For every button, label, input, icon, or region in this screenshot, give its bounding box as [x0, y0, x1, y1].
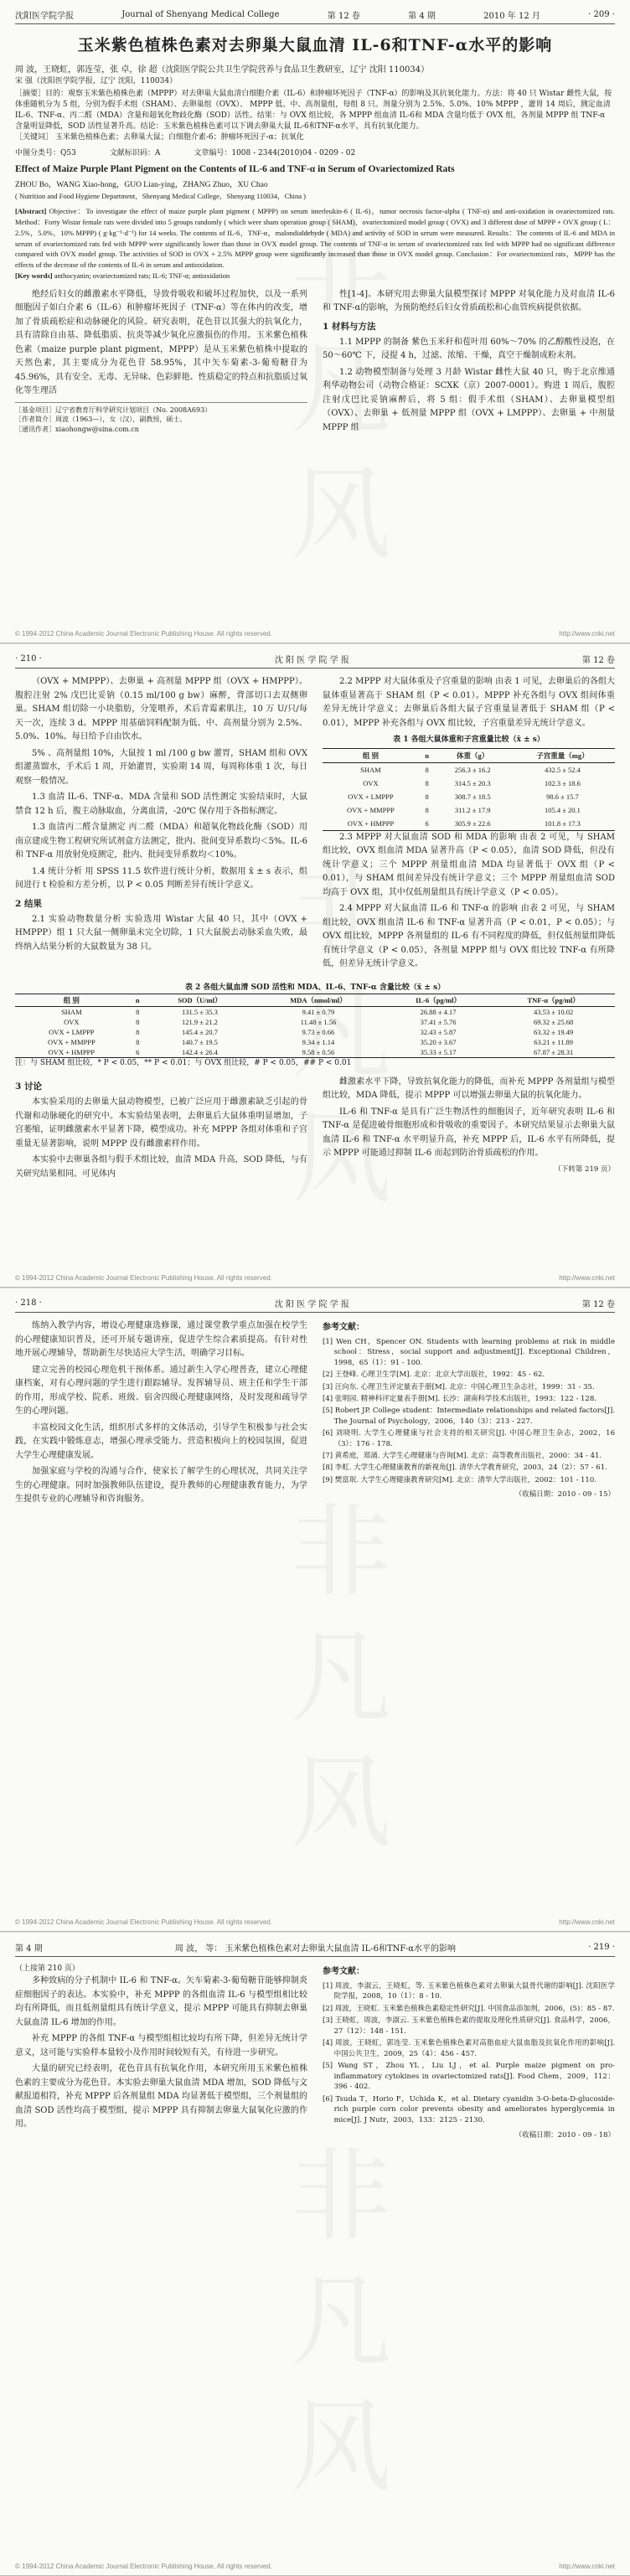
column-right — [323, 288, 615, 438]
table-cell: 102.3 ± 18.6 — [545, 778, 581, 787]
column-right — [323, 675, 615, 974]
clc-number: 中图分类号：Q53 — [15, 149, 76, 158]
table-header: 组 别 — [63, 995, 80, 1004]
reference-item: [3] 王晓虹，周波，李淑云. 玉米紫色植株色素的提取及理化性质研究[J]. 食品科学，2006，27（12）：148 - 151. — [323, 2016, 615, 2036]
running-head — [15, 8, 615, 24]
paragraph: 2.1 实验动物数量分析 实验选用 Wistar 大鼠 40 只，其中（OVX + HMPPP）组 1 只大鼠一侧卵巢未完全切除，1 只大鼠脱去动脉采血失败，最终纳入结果分析的大鼠数量为 38 只。 — [15, 914, 307, 952]
table-cell: OVX + LMPPP — [49, 1027, 95, 1036]
table-cell: 9.58 ± 0.56 — [302, 1047, 335, 1056]
paragraph: 2.2 MPPP 对大鼠体重及子宫重量的影响 由表 1 可见，去卵巢后的各组大鼠体重显著高于 SHAM 组（P < 0.01）。MPPP 补充各组与 OVX 组间体重差异无统计学意义；去卵巢后各组大鼠子宫重量显著低于 SHAM 组（P < 0.01），MPPP 补充各组与 OVX 组比较，子宫重量差异无统计学意义。 — [323, 677, 615, 728]
watermark — [260, 1498, 404, 1875]
paragraph: 1.3 血清 IL-6、TNF-α、MDA 含量和 SOD 活性测定 实验结束时，大鼠禁食 12 h 后，腹主动脉取血，分离血清，-20℃ 保存用于各指标测定。 — [15, 792, 307, 816]
table-cell: 314.5 ± 20.3 — [454, 778, 491, 787]
affiliation-en: ( Nutrition and Food Hygiene Department，Shenyang Medical College，Shenyang 110034，China ) — [15, 192, 306, 201]
page-3 — [0, 1288, 630, 1932]
table-header: 组 别 — [362, 751, 379, 760]
cnki-link[interactable]: http://www.cnki.net — [559, 1918, 615, 1926]
table-row — [323, 803, 615, 817]
reference-item: [5] Robert JP. College student：Intermediate relationships and related factors[J]. The Journal of Psychology，2006，140（3）：213 - 227. — [323, 1407, 615, 1426]
table-cell: 63.32 ± 19.49 — [534, 1027, 574, 1036]
table-1 — [323, 748, 615, 831]
column-left — [15, 1319, 307, 1510]
table-cell: OVX — [363, 778, 379, 787]
column-right — [323, 1319, 615, 1510]
table-row — [323, 817, 615, 831]
footnote-author: ［作者简介］周波（1963—），女（汉），副教授，硕士。 — [15, 416, 187, 424]
page-1 — [0, 0, 630, 643]
body-columns-top — [15, 675, 615, 974]
table-header: IL-6（pg/ml） — [416, 995, 461, 1004]
abstract-cn: ［摘要］目的：观察玉米紫色植株色素（MPPP）对去卵巢大鼠血清白细胞介素（IL-6）和肿瘤坏死因子（TNF-α）的影响及其抗氧化能力。方法：将 40 只 Wistar 雌性大鼠，按体重随机分为 5 组，分别为假手术组（SHAM）、去卵巢组（OVX）、 MPPP 低、中、高剂量组，每组 8 只。剂量分别为 2.5%、5.0%、10% MPPP ，灌胃 14 周后，测定血清 IL-6、TNF-α、丙二醛（MDA）含量和超氧化物歧化酶（SOD）活性。结果：与 OVX 组比较，各 MPPP 组血清 IL-6和 MDA 含量均低于 OVX 组，各剂量 MPPP 组 TNF-α 含量明显降低，SOD 活性显著升高。结论：玉米紫色植株色素可以下调去卵巢大鼠 IL-6和TNF-α水平，具有抗氧化能力。 — [15, 90, 612, 132]
table-2-note: 注：与 SHAM 组比较，* P < 0.05，** P < 0.01；与 OVX 组比较，# P < 0.05，## P < 0.01 — [15, 1058, 352, 1067]
body-columns — [15, 288, 615, 438]
paragraph: 2.4 MPPP 对大鼠血清 IL-6 和 TNF-α 的影响 由表 2 可见，与 SHAM 组比较，OVX 组血清 IL-6 和 TNF-α 显著升高（P < 0.01，P < 0.05）；与 OVX 组比较，MPPP 各剂量组的 IL-6 有不同程度的降低，但仅低剂量组降低有统计学意义（P < 0.05），各剂量 MPPP 组与 OVX 组比较 TNF-α 有所降低，但差异无统计学意义。 — [323, 904, 615, 969]
table-1-title: 表 1 各组大鼠体重和子宫重量比较（x̄ ± s） — [393, 736, 545, 744]
column-left — [15, 1076, 307, 1184]
reference-item: [6] 刘晓明. 大学生心理健康与社会支持的相关研究[J]. 中国心理卫生杂志，2002，16（3）：176 - 178. — [323, 1429, 615, 1448]
page-2 — [0, 644, 630, 1288]
cnki-link[interactable]: http://www.cnki.net — [559, 1274, 615, 1282]
table-cell: 8 — [425, 778, 429, 787]
table-cell: 63.21 ± 11.89 — [534, 1037, 574, 1046]
running-head — [15, 1297, 615, 1313]
article-id: 文章编号：1008 - 2344(2010)04 - 0209 - 02 — [194, 149, 356, 158]
reference-item: [4] 周波，王晓虹，郭连莹. 玉米紫色植株色素对高脂血症大鼠血脂及抗氧化作用的影响[J]. 中国公共卫生，2009，25（4）：456 - 457. — [323, 2038, 615, 2058]
journal-name-cn: 沈阳医学院学报 — [15, 12, 74, 21]
section-heading: 3 讨论 — [15, 1081, 42, 1092]
column-left — [15, 288, 307, 438]
table-cell: OVX + HMPPP — [48, 1047, 96, 1056]
table-2-block — [15, 981, 615, 1069]
table-cell: 11.48 ± 1.56 — [300, 1017, 337, 1026]
column-right — [323, 1964, 615, 2141]
page-number: · 219 · — [588, 1943, 615, 1952]
paragraph: 本实验采用的去卵巢大鼠动物模型，已被广泛应用于雌激素缺乏引起的骨代谢和动脉硬化的研究中。本实验结果表明，去卵巢后大鼠体重明显增加，子宫萎缩，证明雌激素水平显著下降，模型成功。补充 MPPP 各组对体重和子宫重量无显著影响，说明 MPPP 没有雌激素样作用。 — [15, 1097, 307, 1149]
classification-row — [15, 147, 615, 157]
keywords-en-text: anthocyanin; ovariectomized rats; IL-6; TNF-α; antioxidation — [54, 271, 230, 280]
reference-item: [5] Wang ST，Zhou YL，Liu LJ，et al. Purple maize pigment on pro-inflammatory cytokines in ovariectomized rats[J]. Food Chem，2009，112：396 - 402. — [323, 2061, 615, 2092]
table-cell: 140.7 ± 19.5 — [181, 1037, 218, 1046]
table-2-title: 表 2 各组大鼠血清 SOD 活性和 MDA、IL-6、TNF-α 含量比较（x̄ ± s） — [184, 983, 446, 992]
table-cell: 311.2 ± 17.9 — [454, 805, 491, 814]
table-cell: SHAM — [360, 765, 381, 774]
reference-item: [9] 樊富珉. 大学生心理健康教育研究[M]. 北京：清华大学出版社，2002：101 - 110. — [323, 1475, 596, 1484]
keywords-cn: ［关键词］ 玉米紫色植株色素；去卵巢大鼠；白细胞介素-6；肿瘤坏死因子-α；抗氧化 — [15, 133, 304, 142]
table-cell: 98.6 ± 15.7 — [546, 792, 579, 801]
table-cell: 37.41 ± 5.76 — [420, 1017, 457, 1026]
table-cell: 101.8 ± 17.3 — [545, 818, 581, 828]
journal-name-cn: 沈 阳 医 学 院 学 报 — [274, 656, 349, 665]
continued-from-note: （上接第 210 页） — [15, 1964, 80, 1973]
table-row — [15, 1037, 615, 1047]
table-cell: 8 — [136, 1007, 140, 1016]
authors: 周 波，王晓虹，郭连莹，张 卓，徐 超（沈阳医学院公共卫生学院营养与食品卫生教研室，辽宁 沈阳 110034） — [15, 65, 430, 75]
running-title: 周 波， 等： 玉米紫色植株色素对去卵巢大鼠血清 IL-6和TNF-α水平的影响 — [174, 1944, 456, 1954]
table-cell: SHAM — [61, 1007, 82, 1016]
issue: 第 4 期 — [408, 12, 436, 21]
table-header-row — [323, 748, 615, 762]
doc-code: 文献标识码：A — [109, 149, 161, 158]
table-header: TNF-α（pg/ml） — [527, 995, 580, 1004]
abstract-en — [15, 206, 615, 271]
table-cell: 35.20 ± 3.67 — [420, 1037, 457, 1046]
abstract-en-label: [Abstract] — [15, 207, 47, 216]
table-cell: 67.87 ± 28.31 — [534, 1047, 574, 1056]
column-left — [15, 675, 307, 974]
table-cell: OVX + LMPPP — [348, 792, 394, 801]
volume: 第 12 卷 — [327, 12, 360, 21]
table-cell: 6 — [425, 818, 429, 828]
copyright-text: © 1994-2012 China Academic Journal Electronic Publishing House. All rights reserved. — [15, 2563, 272, 2570]
running-head — [15, 653, 615, 669]
table-row — [15, 1027, 615, 1037]
reference-item: [8] 李虹. 大学生心理健康教育的新视角[J]. 清华大学教育研究，2003，24（2）：57 - 61. — [323, 1464, 607, 1473]
table-cell: 308.7 ± 18.5 — [454, 792, 491, 801]
table-row — [15, 1047, 615, 1058]
table-cell: 142.4 ± 26.4 — [181, 1047, 218, 1056]
reference-item: [6] Tsuda T，Horio F，Uchida K，et al. Dietary cyanidin 3-O-beta-D-glucoside-rich purple corn color prevents obesity and ameliorates hyperglycemia in mice[J]. J Nutr，2003，133：2125 - 2130. — [323, 2094, 615, 2124]
table-cell: 145.4 ± 20.7 — [181, 1027, 218, 1036]
references-list — [323, 1337, 615, 1486]
reference-item: [2] 周波，王晓虹. 玉米紫色植株色素稳定性研究[J]. 中国食品添加剂，2006，(5)：85 - 87. — [323, 2004, 615, 2013]
copyright-text: © 1994-2012 China Academic Journal Electronic Publishing House. All rights reserved. — [15, 630, 272, 638]
paragraph: 建立完善的校园心理危机干预体系。通过新生入学心理普查，建立心理健康档案，对有心理问题的学生进行跟踪辅导。发挥辅导员、班主任和学生干部的作用，形成学校、院系、班级、宿舍四级心理健康网络，及时发现和疏导学生的心理问题。 — [15, 1365, 307, 1416]
table-header: n — [425, 751, 429, 760]
article-title: 玉米紫色植株色素对去卵巢大鼠血清 IL-6和TNF-α水平的影响 — [77, 36, 553, 54]
paragraph: 补充 MPPP 的各组 TNF-α 与模型组相比较均有所下降，但差异无统计学意义，这可能与实验样本量较小及作用时间较短有关，有待进一步研究。 — [15, 2034, 307, 2057]
page-number: · 210 · — [15, 654, 42, 663]
table-row — [323, 790, 615, 803]
date: 2010 年 12 月 — [483, 12, 540, 21]
paragraph: 丰富校园文化生活，组织形式多样的文体活动，引导学生积极参与社会实践，在实践中锻炼意志，增强心理承受能力。营造积极向上的校园氛围，促进大学生心理健康发展。 — [15, 1422, 307, 1460]
table-row — [323, 777, 615, 790]
reference-item: [2] 王登峰. 心理卫生学[M]. 北京：北京大学出版社，1992：45 - 62. — [323, 1371, 545, 1380]
table-cell: 105.4 ± 20.1 — [545, 805, 581, 814]
references-list — [323, 1981, 615, 2126]
paragraph: 练纳入教学内容，增设心理健康选修课，通过课堂教学重点加强在校学生的心理健康知识普及，还可开展专题讲座，促进学生综合素质提高。有针对性地开展心理辅导，帮助新生尽快适应大学生活，明确学习目标。 — [15, 1321, 307, 1358]
table-header: 体重（g） — [457, 751, 489, 760]
table-cell: 305.9 ± 22.6 — [454, 818, 491, 828]
copyright-footer — [15, 2563, 615, 2570]
copyright-footer — [15, 630, 615, 638]
copyright-footer — [15, 1918, 615, 1926]
table-cell: 32.43 ± 5.87 — [420, 1027, 457, 1036]
paragraph: 绝经后妇女的雌激素水平降低，导致骨吸收和破坏过程加快，以及一系列细胞因子如白介素 6（IL-6）和肿瘤坏死因子（TNF-α）等在体内的改变，增加了骨质疏松症和动脉硬化的风险。研究表明，花色苷以其强大的抗氧化力，具有清除自由基、降低脂质、抗炎等减少氧化应激损伤的作用。玉米紫色植株色素（maize purple plant pigment，MPPP）是从玉米紫色植株中提取的天然色素，其主要成分为花色苷 58.95%，其中矢车菊素-3-葡萄糖苷为 45.96%，具有安全、无毒、无异味、色彩鲜艳、性质稳定的特点和抗脂质过氧化等生理活 — [15, 289, 307, 396]
copyright-text: © 1994-2012 China Academic Journal Electronic Publishing House. All rights reserved. — [15, 1918, 272, 1926]
paragraph: 1.3 血清丙二醛含量测定 丙二醛（MDA）和超氧化物歧化酶（SOD）用南京建成生物工程研究所试剂盒方法测定，批内、批间变异系数均＜5%。IL-6和 TNF-α 用放射免疫测定，批内、批间变异系数均＜10%。 — [15, 823, 307, 860]
received-date: （收稿日期：2010 - 09 - 18） — [514, 2130, 615, 2140]
footnotes — [15, 402, 307, 435]
table-cell: 35.33 ± 5.17 — [420, 1047, 457, 1056]
table-cell: 131.5 ± 35.3 — [181, 1007, 218, 1016]
paragraph: 雌激素水平下降，导致抗氧化能力的降低，而补充 MPPP 各剂量组与模型组比较，MDA 降低，提示 MPPP 可以增强去卵巢大鼠的抗氧化能力。 — [323, 1076, 615, 1101]
keywords-en — [15, 271, 615, 281]
table-header: n — [135, 995, 140, 1004]
table-cell: 8 — [425, 792, 429, 801]
paragraph: 多种致病的分子机制中 IL-6 和 TNF-α。矢车菊素-3-葡萄糖苷能够抑制炎症细胞因子的表达。本实验中，补充 MPPP 的各组血清 IL-6 与模型组相比较均有所降低，而且低剂量组具有统计学意义，提示 MPPP 可能具有抑制去卵巢大鼠血清 IL-6 增加的作用。 — [15, 1976, 307, 2027]
page-4 — [0, 1933, 630, 2576]
table-cell: OVX + MMPPP — [347, 805, 395, 814]
body-columns — [15, 1964, 615, 2141]
table-header: MDA（nmol/ml） — [290, 995, 347, 1004]
received-date: （收稿日期：2010 - 09 - 15） — [514, 1490, 615, 1500]
reference-item: [1] 周波，李淑云，王晓虹，等. 玉米紫色植株色素对去卵巢大鼠骨代谢的影响[J]. 沈阳医学院学报，2008，10（1）：8 - 10. — [323, 1981, 615, 2001]
body-columns-bottom — [15, 1076, 615, 1184]
table-cell: 8 — [425, 765, 429, 774]
volume: 第 12 卷 — [581, 1300, 615, 1309]
issue: 第 4 期 — [15, 1944, 43, 1954]
reference-item: [1] Wen CH，Spencer ON. Students with learning problems at risk in middle school：Stress，social support and adjustment[J]. Exceptional Children，1998，65（1）：91 - 100. — [323, 1337, 615, 1367]
keywords-en-label: [Key words] — [15, 271, 53, 280]
reference-item: [4] 张明园. 精神科评定量表手册[M]. 长沙：湖南科学技术出版社，1993：122 - 128. — [323, 1394, 596, 1403]
paragraph: 1.1 MPPP 的制备 紫色玉米秆和苞叶用 60%～70% 的乙醇酸性浸泡，在 50～60℃ 下，浸提 4 h，过滤、浓缩、干燥，真空干燥制成粉末剂。 — [323, 337, 615, 361]
body-columns — [15, 1319, 615, 1510]
paragraph: 1.4 统计分析 用 SPSS 11.5 软件进行统计分析，数据用 x̄ ± s 表示，组间进行 t 检验和方差分析，以 P < 0.05 判断差异有统计学意义。 — [15, 866, 307, 890]
paragraph: IL-6 和 TNF-α 是具有广泛生物活性的细胞因子，近年研究表明 IL-6 和 TNF-α 是促进破骨细胞形成和骨吸收的重要因子。本研究结果显示去卵巢大鼠血清 IL-6 和 TNF-α 水平明显升高，补充 MPPP 后，IL-6 水平有所降低，提示 MPPP 可能通过抑制 IL-6 而起到防治骨质疏松的作用。 — [323, 1107, 615, 1159]
table-cell: 8 — [136, 1037, 140, 1046]
table-cell: 432.5 ± 52.4 — [545, 765, 581, 774]
table-cell: 256.3 ± 16.2 — [454, 765, 491, 774]
table-cell: 9.73 ± 0.66 — [302, 1027, 335, 1036]
authors-en: ZHOU Bo，WANG Xiao-hong，GUO Lian-ying，ZHANG Zhuo，XU Chao — [15, 181, 268, 190]
table-cell: 26.88 ± 4.17 — [420, 1007, 457, 1016]
title-en: Effect of Maize Purple Plant Pigment on the Contents of IL-6 and TNF-α in Serum of Ovariectomized Rats — [15, 164, 455, 175]
table-header: 子宫重量（mg） — [536, 751, 589, 760]
table-cell: 9.34 ± 1.14 — [302, 1037, 335, 1046]
paragraph: 2.3 MPPP 对大鼠血清 SOD 和 MDA 的影响 由表 2 可见，与 SHAM 组比较，OVX 组血清 MDA 显著升高（P < 0.05），血清 SOD 降低，但没有统计学意义；三个 MPPP 剂量组血清 MDA 均显著低于 OVX 组（P < 0.01），与 SHAM 组间差异没有统计学意义；三个 MPPP 剂量组血清 SOD 均高于 OVX 组，其中仅低剂量组具有统计学意义（P < 0.05）。 — [323, 832, 615, 897]
references-heading: 参考文献： — [323, 1323, 364, 1332]
table-cell: OVX — [64, 1017, 80, 1026]
paragraph: 1.2 动物模型制备与处理 3 月龄 Wistar 雌性大鼠 40 只，购于北京维通利华动物公司（动物合格证：SCXK（京）2007-0001）。购进 1 周后，腹腔注射戊巴比妥钠麻醉后，将 5 组：假手术组（SHAM）、去卵巢模型组（OVX）、去卵巢 + 低剂量 MPPP 组（OVX + LMPPP）、去卵巢 + 中剂量 MPPP 组 — [323, 367, 615, 432]
references-heading: 参考文献： — [323, 1967, 364, 1976]
table-cell: 121.9 ± 21.2 — [181, 1017, 218, 1026]
abstract-en-text: Objective：To investigate the effect of maize purple plant pigment ( MPPP) on serum interleukin-6 ( IL-6)，tumor necrosis factor-alpha ( TNF-α) and anti-oxidation in ovariectomized rats. Method：Forty Wistar female rats were divided into 5 groups randomly ( which were sham operation group ( SHAM)，ovariectomized model group ( OVX) and 3 different dose of MPPP + OVX group ( L：2.5%，5.0%，10% MPPP) ( g·kg⁻¹·d⁻¹) for 14 weeks. The contents of IL-6，TNF-α，malondialdehyde ( MDA) and activity of SOD in serum were measured. Results：The contents of IL-6 and MDA in serum of ovariectomized rats fed with MPPP were significantly lower than those in OVX model group. The contents of TNF-α in serum of ovariectomized rats fed with MPPP had no significant difference compared with OVX model group. The activities of SOD in OVX + 2.5% MPPP group were significantly increased than those in OVX model group. Conclusion：For ovariectomized rats，MPPP has the effects of the decrease of the contents of IL-6 in serum and antioxidation. — [15, 207, 615, 270]
table-header: SOD（U/ml） — [178, 995, 222, 1004]
paragraph: 性[1-4]。本研究用去卵巢大鼠模型探讨 MPPP 对氧化能力及对血清 IL-6和 TNF-α的影响，为预防绝经后妇女骨质疏松和心血管疾病提供依据。 — [323, 289, 615, 313]
cnki-link[interactable]: http://www.cnki.net — [559, 630, 615, 638]
copyright-footer — [15, 1274, 615, 1282]
column-left — [15, 1964, 307, 2141]
table-cell: OVX + MMPPP — [47, 1037, 96, 1046]
table-cell: 8 — [425, 805, 429, 814]
reference-item: [7] 黄希庭，郑涌. 大学生心理健康与咨询[M]. 北京：高等教育出版社，2000：34 - 41. — [323, 1452, 602, 1460]
volume: 第 12 卷 — [581, 656, 615, 665]
reference-item: [3] 汪向东. 心理卫生评定量表手册[M]. 北京：中国心理卫生杂志社，1999：31 - 35. — [323, 1382, 595, 1391]
running-head — [15, 1941, 615, 1957]
table-row — [323, 762, 615, 777]
journal-name-en: Journal of Shenyang Medical College — [121, 10, 280, 19]
column-right — [323, 1076, 615, 1184]
table-cell: 43.53 ± 10.02 — [534, 1007, 574, 1016]
table-row — [15, 1006, 615, 1017]
paragraph: 本实验中去卵巢各组与假手术组比较，血清 MDA 升高，SOD 降低，与有关研究结果相同。可见体内 — [15, 1155, 307, 1179]
copyright-text: © 1994-2012 China Academic Journal Electronic Publishing House. All rights reserved. — [15, 1274, 272, 1282]
table-row — [15, 1017, 615, 1027]
table-cell: 9.41 ± 0.79 — [302, 1007, 335, 1016]
watermark — [260, 2142, 404, 2519]
paragraph: 加强家庭与学校的沟通与合作，使家长了解学生的心理状况，共同关注学生的心理健康。同时加强教师队伍建设，提升教师的心理健康教育能力，为学生提供专业的心理辅导和咨询服务。 — [15, 1467, 307, 1504]
table-cell: 6 — [136, 1047, 140, 1056]
continued-note: （下转第 219 页） — [554, 1164, 615, 1174]
table-cell: 8 — [136, 1027, 140, 1036]
page-number: · 209 · — [588, 10, 615, 19]
table-cell: 69.32 ± 25.68 — [534, 1017, 574, 1026]
cnki-link[interactable]: http://www.cnki.net — [559, 2563, 615, 2570]
table-2 — [15, 994, 615, 1058]
section-heading: 2 结果 — [15, 898, 42, 909]
footnote-funding: ［基金项目］辽宁省教育厅科学研究计划项目（No. 2008A693） — [15, 405, 212, 414]
page-number: · 218 · — [15, 1298, 42, 1308]
paragraph: 5% 、高剂量组 10%，大鼠按 1 ml /100 g bw 灌胃，SHAM 组和 OVX 组灌蒸馏水，手术后 1 周，开始灌胃，实验期 14 周，每周称体重 1 次，每日观察一般情况。 — [15, 748, 307, 786]
section-heading: 1 材料与方法 — [323, 321, 376, 332]
table-cell: OVX + HMPPP — [347, 818, 395, 828]
paragraph: （OVX + MMPPP）、去卵巢 + 高剂量 MPPP 组（OVX + HMPPP）。腹腔注射 2% 戊巴比妥钠（0.15 ml/100 g bw）麻醉，背部切口去双侧卵巢。SHAM 组切除一小块脂肪，分笼喂养，术后青霉素肌注，10 万 U/只/每天一次，连续 3 d。MPPP 用基础饲料配制为低、中、高剂量分别为 2.5%、5.0%、10%。每日给予自由饮水。 — [15, 677, 307, 741]
paragraph: 大量的研究已经表明，花色苷具有抗氧化作用，本研究所用玉米紫色植株色素的主要成分为花色苷。本实验去卵巢大鼠血清 MDA 增加，SOD 降低与文献报道相符，补充 MPPP 后各剂量组 MDA 均显著低于模型组，三个剂量组的血清 SOD 活性均高于模型组，提示 MPPP 具有抑制去卵巢大鼠氧化应激的作用。 — [15, 2064, 307, 2129]
table-cell: 8 — [136, 1017, 140, 1026]
footnote-correspondence: ［通讯作者］xiaohongw@sina.com.cn — [15, 425, 139, 433]
table-header-row — [15, 994, 615, 1006]
journal-name-cn: 沈 阳 医 学 院 学 报 — [274, 1300, 349, 1309]
editor: 宋 强（沈阳医学院学报，辽宁 沈阳，110034） — [15, 77, 178, 85]
